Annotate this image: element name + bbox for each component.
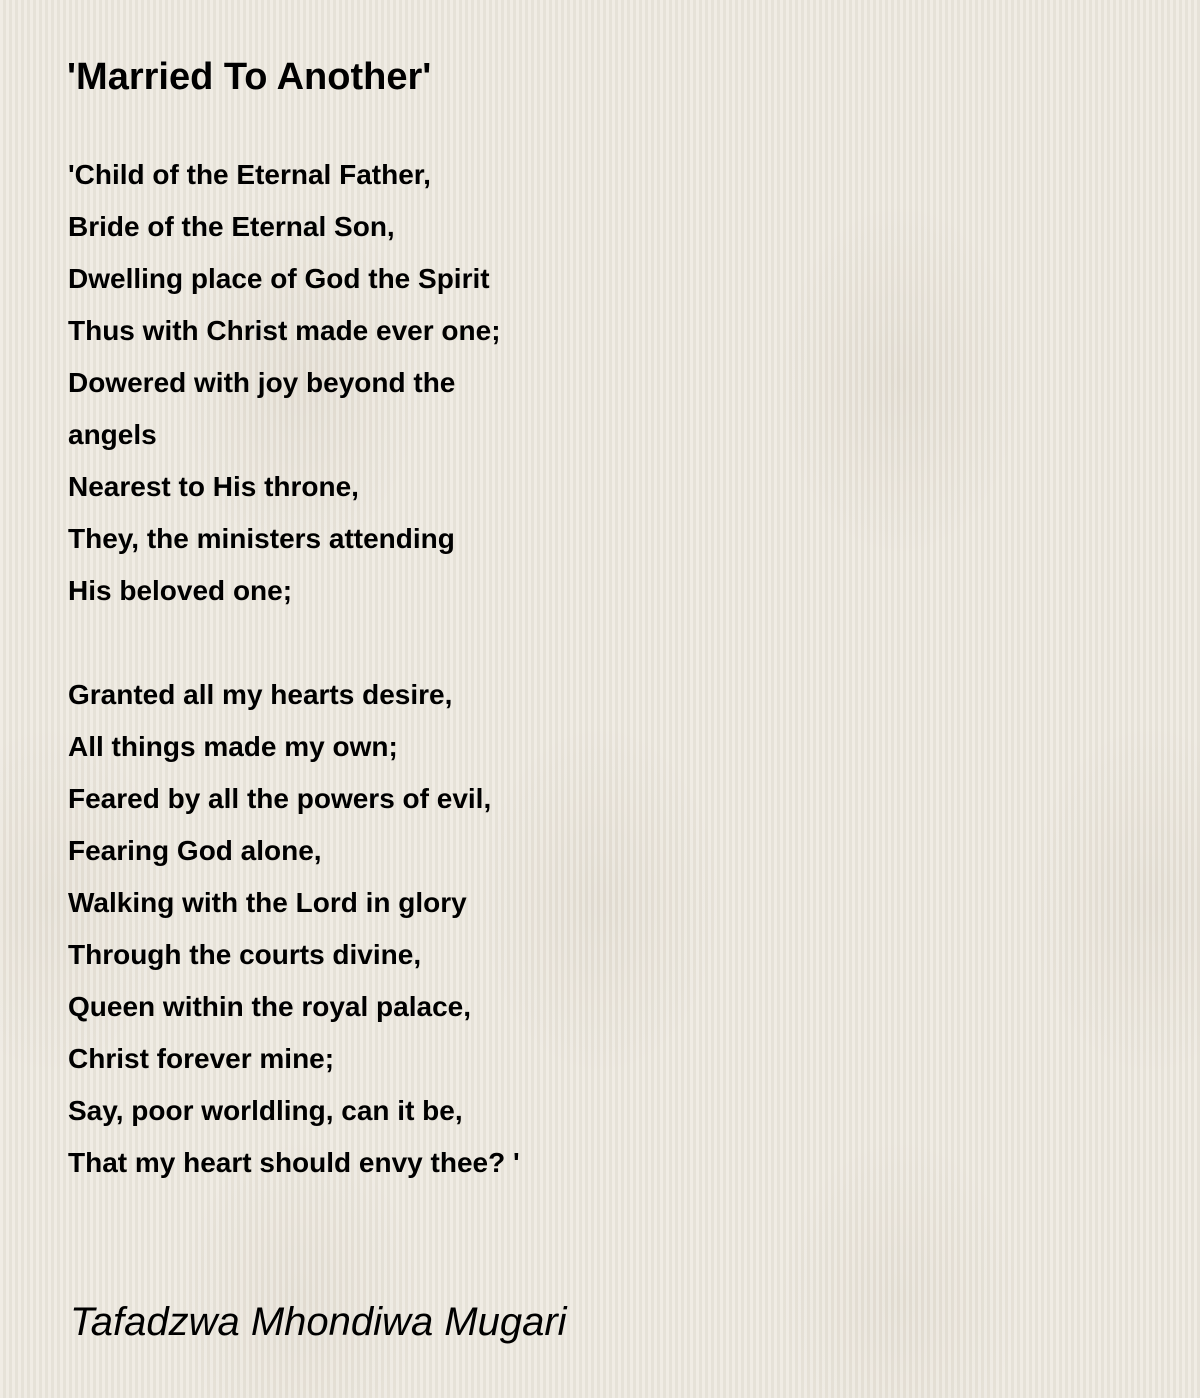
stanza-1 [68,149,968,617]
poem-line: Fearing God alone, [68,835,322,866]
poem-title: 'Married To Another' [67,56,432,98]
poem-line: Dwelling place of God the Spirit [68,263,490,294]
poem-line: Feared by all the powers of evil, [68,783,492,814]
poem-body [68,149,968,1241]
poem-line: All things made my own; [68,731,398,762]
poem-line: They, the ministers attending [68,523,455,554]
poem-line: Christ forever mine; [68,1043,335,1074]
poem-author: Tafadzwa Mhondiwa Mugari [70,1300,567,1344]
poem-line: Walking with the Lord in glory [68,887,467,918]
poem-line: angels [68,419,157,450]
poem-line: Bride of the Eternal Son, [68,211,395,242]
poem-line: Nearest to His throne, [68,471,359,502]
poem-line: Granted all my hearts desire, [68,679,453,710]
poem-line: Thus with Christ made ever one; [68,315,501,346]
poem-line: 'Child of the Eternal Father, [68,159,431,190]
poem-line: Say, poor worldling, can it be, [68,1095,463,1126]
poem-line: His beloved one; [68,575,293,606]
poem-line: Queen within the royal palace, [68,991,471,1022]
poem-line: That my heart should envy thee? ' [68,1147,520,1178]
stanza-2 [68,669,968,1189]
poem-line: Through the courts divine, [68,939,422,970]
poem-line: Dowered with joy beyond the [68,367,456,398]
